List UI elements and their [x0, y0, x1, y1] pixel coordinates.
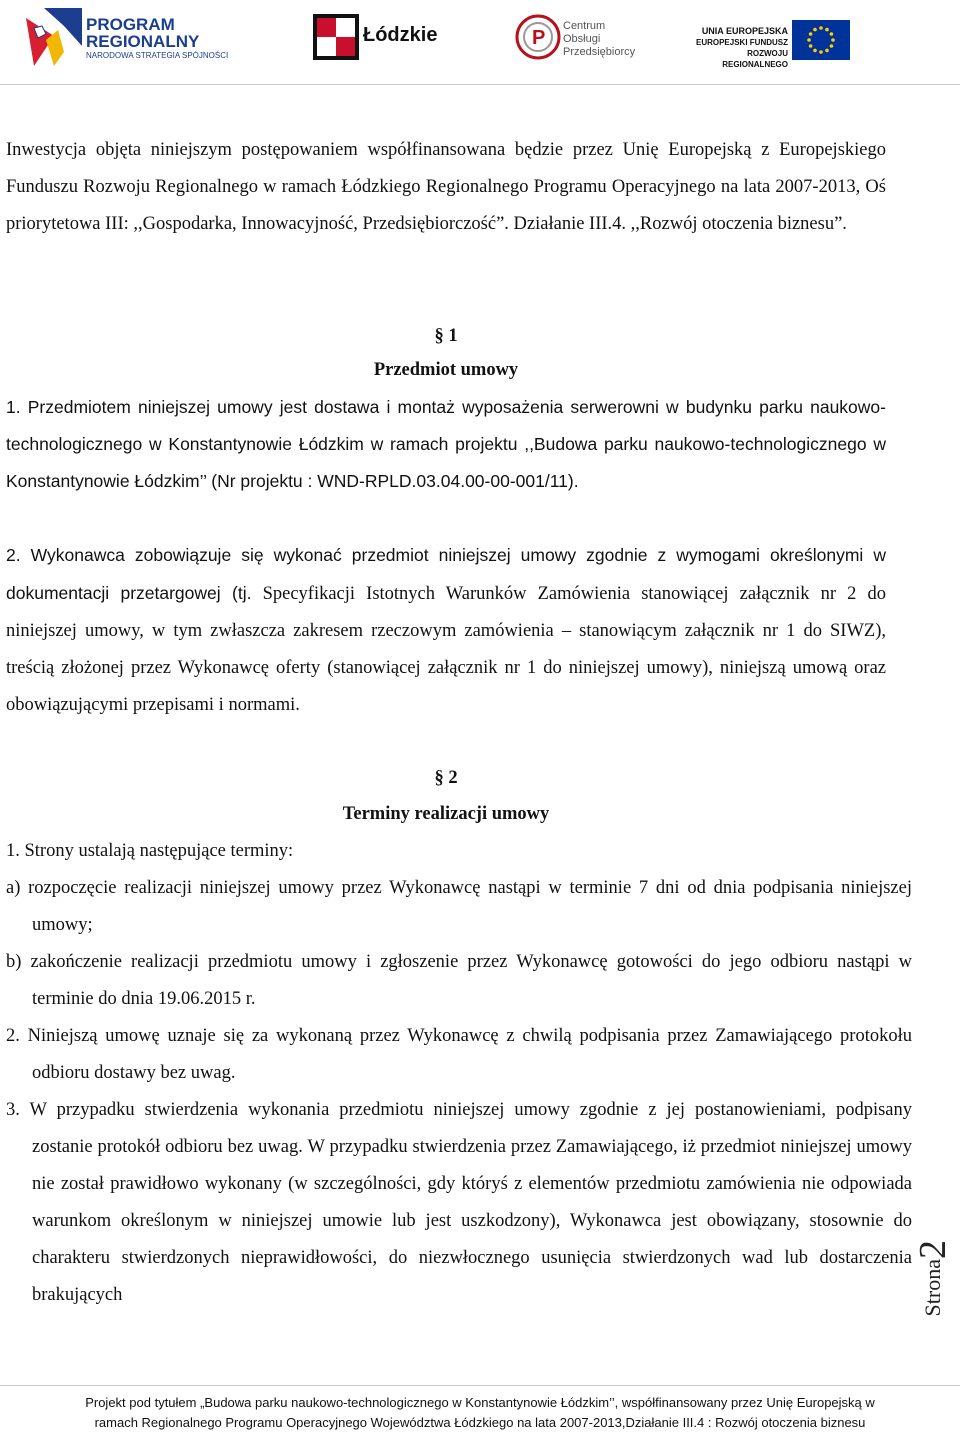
- page-number-value: 2: [912, 1240, 954, 1259]
- program-line1: PROGRAM: [86, 15, 175, 34]
- page-number: [911, 1240, 955, 1316]
- section2-paragraph3: 3. W przypadku stwierdzenia wykonania przedmiotu niniejszej umowy zgodnie z jej postanowieniami, podpisany zostanie protokół odbioru bez uwag. W przypadku stwierdzenia przez Zamawiającego, iż przedmiot niniejszej umowy nie został prawidłowo wykonany (w szczególności, gdy któryś z elementów przedmiotu zamówienia nie odpowiada warunkom określonym w niniejszej umowie lub jest uszkodzony), Wykonawca jest obowiązany, stosownie do charakteru stwierdzonych nieprawidłowości, do niezwłocznego usunięcia stwierdzonych wad lub dostarczenia brakujących: [6, 1100, 912, 1305]
- centrum-line2: Obsługi: [563, 33, 601, 45]
- section2-title: Terminy realizacji umowy: [342, 804, 550, 824]
- lodzkie-logo: [313, 6, 438, 66]
- program-line3: NARODOWA STRATEGIA SPÓJNOŚCI: [86, 51, 229, 60]
- footer-divider: [0, 1385, 960, 1386]
- footer: [0, 1393, 960, 1433]
- ue-line3: ROZWOJU REGIONALNEGO: [722, 49, 788, 69]
- header-divider: [0, 84, 960, 85]
- header-logos: [0, 0, 960, 80]
- section1-paragraph1: 1. Przedmiotem niniejszej umowy jest dostawa i montaż wyposażenia serwerowni w budynku parku naukowo-technologicznego w Konstantynowie Łódzkim w ramach projektu ,,Budowa parku naukowo-technologicznego w Konstantynowie Łódzkim’’ (Nr projektu : WND-RPLD.03.04.00-00-001/11).: [6, 397, 886, 491]
- program-star-icon: [24, 6, 84, 68]
- centrum-obslugi-logo: [515, 6, 635, 66]
- svg-text:P: P: [532, 27, 546, 49]
- centrum-line1: Centrum: [563, 20, 606, 32]
- ue-logo: [692, 6, 854, 69]
- centrum-emblem-icon: [515, 12, 561, 62]
- section2-item-b: b) zakończenie realizacji przedmiotu umowy i zgłoszenie przez Wykonawcę gotowości do jego odbioru nastąpi w terminie do dnia 19.06.2015 r.: [6, 952, 912, 1009]
- section1-number: § 1: [434, 326, 458, 346]
- ue-line1: UNIA EUROPEJSKA: [701, 26, 788, 36]
- section2-paragraph1: 1. Strony ustalają następujące terminy:: [6, 841, 294, 861]
- eu-flag-icon: [792, 20, 850, 60]
- program-line2: REGIONALNY: [86, 32, 200, 51]
- section1-paragraph2: [6, 537, 886, 724]
- lodzkie-text: Łódzkie: [363, 24, 438, 46]
- intro-paragraph: Inwestycja objęta niniejszym postępowaniem współfinansowana będzie przez Unię Europejską z Europejskiego Funduszu Rozwoju Regionalnego w ramach Łódzkiego Regionalnego Programu Operacyjnego na lata 2007-2013, Oś priorytetowa III: ,,Gospodarka, Innowacyjność, Przedsiębiorczość”. Działanie III.4. ,,Rozwój otoczenia biznesu”.: [6, 140, 886, 234]
- centrum-line3: Przedsiębiorcy: [563, 46, 636, 58]
- section1-paragraph2-start: 2. Wykonawca zobowiązuje się wykonać przedmiot niniejszej umowy zgodnie z wymogami określonymi w dokumentacji przetargowej (tj.: [6, 545, 886, 603]
- section2-item-a: a) rozpoczęcie realizacji niniejszej umowy przez Wykonawcę nastąpi w terminie 7 dni od dnia podpisania niniejszej umowy;: [6, 878, 912, 935]
- section2-paragraph2: 2. Niniejszą umowę uznaje się za wykonaną przez Wykonawcę z chwilą podpisania przez Zamawiającego protokołu odbioru dostawy bez uwag.: [6, 1026, 912, 1083]
- footer-line2: ramach Regionalnego Programu Operacyjnego Województwa Łódzkiego na lata 2007-2013,Działanie III.4 : Rozwój otoczenia biznesu: [94, 1415, 866, 1430]
- section2-number: § 2: [434, 768, 458, 788]
- footer-line1: Projekt pod tytułem „Budowa parku naukowo-technologicznego w Konstantynowie Łódzkim’’, współfinansowany przez Unię Europejską w: [85, 1395, 875, 1410]
- page-number-label: Strona: [920, 1259, 945, 1317]
- program-regionalny-logo: [24, 6, 239, 66]
- lodzkie-emblem-icon: [313, 14, 359, 60]
- ue-line2: EUROPEJSKI FUNDUSZ: [695, 38, 788, 47]
- section1-paragraph2-rest: Specyfikacji Istotnych Warunków Zamówienia stanowiącej załącznik nr 2 do niniejszej umowy, w tym zwłaszcza zakresem rzeczowym zamówienia – stanowiącym załącznik nr 1 do SIWZ), treścią złożonej przez Wykonawcę oferty (stanowiącej załącznik nr 1 do niniejszej umowy), niniejszą umową oraz obowiązującymi przepisami i normami.: [6, 584, 886, 715]
- section1-title: Przedmiot umowy: [373, 360, 519, 380]
